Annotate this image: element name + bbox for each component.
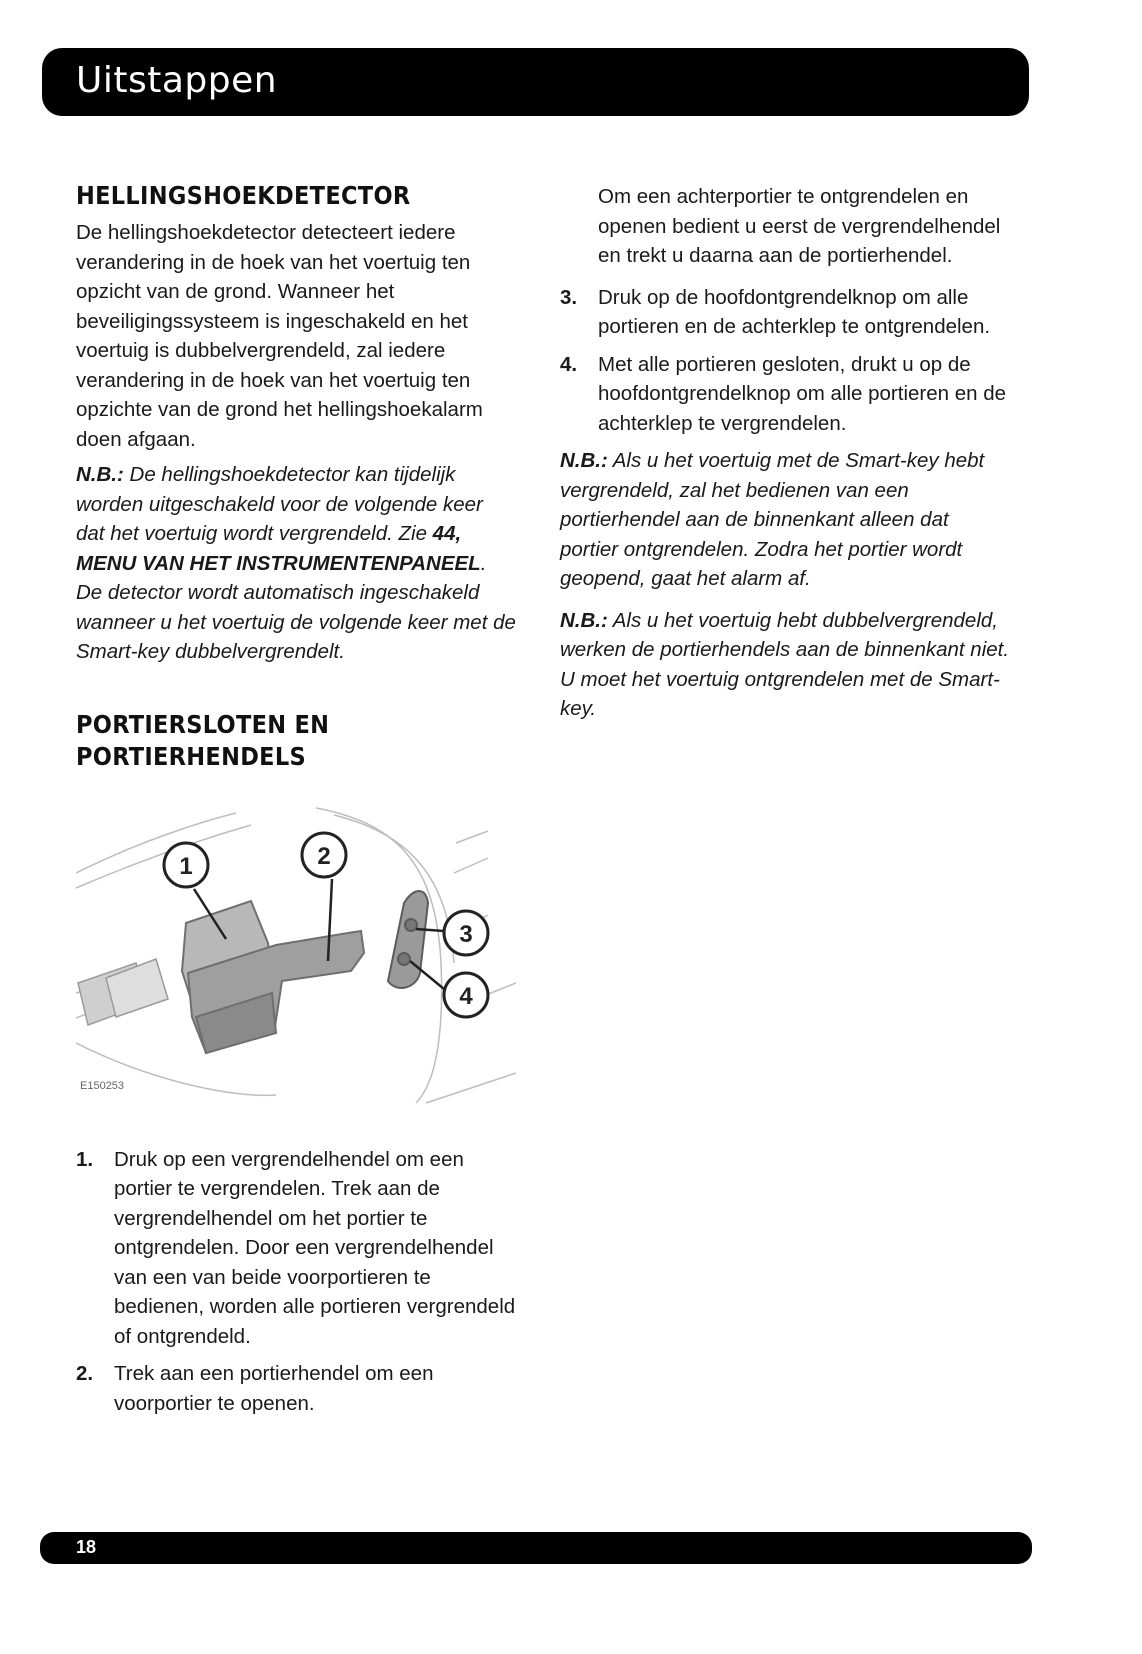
- list-item: [560, 350, 1010, 439]
- double-lock-note: [560, 606, 1010, 724]
- door-handle-illustration: [76, 803, 516, 1113]
- footer-bar: [40, 1532, 1032, 1564]
- list-item: [76, 1359, 516, 1418]
- step-number: 1.: [76, 1147, 94, 1171]
- tilt-sensor-body: De hellingshoekdetector detecteert iedere verandering in de hoek van het voertuig ten opzicht van de grond. Wanneer het beveiligingssysteem is ingeschakeld en het voertuig is dubbelvergrendeld, zal iedere verandering in de hoek van het voertuig ten opzichte van de grond het hellingshoekalarm doen afgaan.: [76, 221, 483, 451]
- left-column: [76, 180, 516, 1426]
- note-label: N.B.:: [560, 608, 608, 632]
- tilt-sensor-note: [76, 460, 516, 667]
- step-number: 3.: [560, 285, 578, 309]
- note-label: N.B.:: [76, 463, 124, 486]
- page-title: Uitstappen: [76, 60, 278, 101]
- step-text: Druk op een vergrendelhendel om een portier te vergrendelen. Trek aan de vergrendelhendel om het portier te ontgrendelen. Door een vergrendelhendel van een van beide voorportieren te bedienen, worden alle portieren vergrendeld of ontgrendeld.: [114, 1147, 516, 1348]
- header-bar: [42, 48, 1029, 116]
- step-text: Druk op de hoofdontgrendelknop om alle portieren en de achterklep te ontgrendelen.: [598, 285, 991, 338]
- step-number: 4.: [560, 352, 578, 376]
- note-text: De hellingshoekdetector kan tijdelijk worden uitgeschakeld voor de volgende keer dat het voertuig wordt vergrendeld. Zie: [76, 463, 483, 545]
- page-number: 18: [76, 1537, 97, 1557]
- rear-door-intro: Om een achterportier te ontgrendelen en openen bedient u eerst de vergrendelhendel en trekt u daarna aan de portierhendel.: [598, 185, 1001, 267]
- note-text: Als u het voertuig hebt dubbelvergrendeld, werken de portierhendels aan de binnenkant niet. U moet het voertuig ontgrendelen met de Smart-key.: [560, 608, 1010, 720]
- callout-3: 3: [459, 920, 473, 948]
- step-text: Met alle portieren gesloten, drukt u op de hoofdontgrendelknop om alle portieren en de achterklep te vergrendelen.: [598, 352, 1007, 435]
- callout-4: 4: [459, 982, 473, 1010]
- step-text: Trek aan een portierhendel om een voorportier te openen.: [114, 1362, 434, 1415]
- callout-1: 1: [179, 852, 193, 880]
- steps-list-left: [76, 1145, 516, 1419]
- section-heading-tilt-sensor: HELLINGSHOEKDETECTOR: [76, 181, 411, 210]
- note-text: Als u het voertuig met de Smart-key hebt vergrendeld, zal het bedienen van een portierhendel aan de binnenkant alleen dat portier ontgrendelen. Zodra het portier wordt geopend, gaat het alarm af.: [560, 449, 985, 590]
- callout-2: 2: [317, 842, 331, 870]
- note-reference: 44, MENU VAN HET INSTRUMENTENPANEEL: [76, 522, 481, 575]
- note-text: . De detector wordt automatisch ingeschakeld wanneer u het voertuig de volgende keer met de Smart-key dubbelvergrendelt.: [76, 551, 516, 663]
- list-item: [560, 283, 1010, 342]
- smart-key-note: [560, 446, 1010, 594]
- step-number: 2.: [76, 1362, 94, 1385]
- note-label: N.B.:: [560, 449, 608, 472]
- figure-code: E150253: [80, 1079, 125, 1092]
- steps-list-right: [560, 283, 1010, 439]
- section-heading-door-locks: PORTIERSLOTEN EN PORTIERHENDELS: [76, 709, 330, 771]
- list-item: [76, 1145, 516, 1352]
- right-column: [560, 182, 1010, 724]
